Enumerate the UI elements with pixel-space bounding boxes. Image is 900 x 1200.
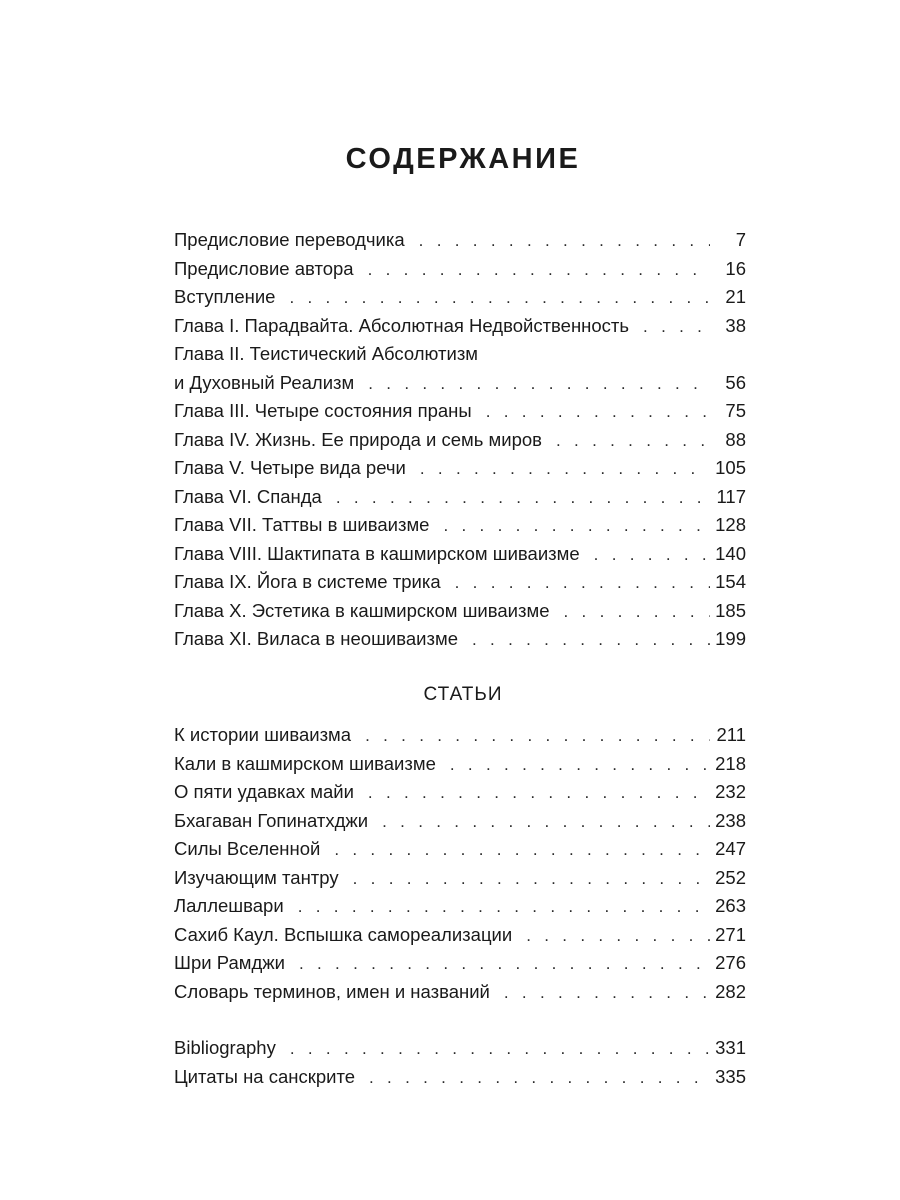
toc-entry-label: Словарь терминов, имен и названий	[174, 980, 490, 1002]
toc-entry-page: 282	[715, 980, 746, 1002]
toc-entry-page: 7	[735, 229, 746, 250]
toc-entry-label: Глава VI. Спанда	[174, 485, 322, 507]
toc-entry[interactable]	[174, 283, 746, 312]
toc-entry-label: Глава VII. Таттвы в шиваизме	[174, 514, 430, 535]
toc-entry-label: Глава III. Четыре состояния праны	[174, 400, 472, 421]
toc-entry-page: 185	[715, 599, 746, 621]
dot-leader	[298, 893, 710, 922]
toc-entry-page: 252	[715, 866, 746, 888]
toc-entry[interactable]	[174, 226, 746, 255]
toc-entry-label: Кали в кашмирском шиваизме	[174, 752, 436, 774]
dot-leader	[556, 427, 710, 456]
toc-entry[interactable]	[174, 312, 746, 341]
dot-leader	[455, 569, 710, 598]
toc-entry[interactable]	[174, 778, 746, 807]
toc-entry-label: Предисловие автора	[174, 257, 354, 279]
toc-entry-page: 140	[715, 542, 746, 564]
dot-leader	[564, 598, 710, 627]
dot-leader	[290, 1035, 710, 1064]
toc-entry[interactable]	[174, 807, 746, 836]
toc-entry[interactable]	[174, 426, 746, 455]
toc-entry[interactable]	[174, 255, 746, 284]
toc-entry[interactable]	[174, 511, 746, 540]
toc-entry-label: Глава X. Эстетика в кашмирском шиваизме	[174, 599, 550, 621]
articles-section-title: СТАТЬИ	[423, 684, 503, 705]
toc-entry-page: 21	[725, 286, 746, 307]
toc-entry[interactable]	[174, 721, 746, 750]
toc-entry-label: Глава VIII. Шактипата в кашмирском шиваизме	[174, 542, 580, 564]
toc-entry-label: Сахиб Каул. Вспышка самореализации	[174, 923, 513, 945]
toc-entry-page: 271	[715, 923, 746, 945]
toc-entry[interactable]	[174, 750, 746, 779]
dot-leader	[643, 313, 710, 342]
dot-leader	[299, 950, 710, 979]
dot-leader	[353, 865, 710, 894]
toc-entry-page: 56	[725, 371, 746, 393]
toc-entry[interactable]	[174, 597, 746, 626]
toc-entry[interactable]	[174, 864, 746, 893]
dot-leader	[289, 284, 710, 313]
toc-entry-page: 75	[725, 400, 746, 421]
toc-entry[interactable]	[174, 568, 746, 597]
toc-entry-label: Бхагаван Гопинатхджи	[174, 809, 369, 831]
dot-leader	[420, 455, 710, 484]
toc-entry-label: Глава I. Парадвайта. Абсолютная Недвойственность	[174, 314, 630, 336]
toc-entry-page: 128	[715, 514, 746, 535]
toc-entry-page: 199	[715, 628, 746, 649]
dot-leader	[336, 484, 710, 513]
toc-entry-page: 16	[725, 257, 746, 279]
dot-leader	[368, 256, 710, 285]
toc-entry[interactable]	[174, 1063, 746, 1092]
toc-entry-label: Шри Рамджи	[174, 952, 285, 973]
toc-entry-label: О пяти удавках майи	[174, 781, 354, 802]
toc-entry[interactable]	[174, 625, 746, 654]
toc-entry[interactable]	[174, 369, 746, 398]
toc-entry-label: Глава IX. Йога в системе трика	[174, 571, 441, 592]
toc-entry[interactable]	[174, 483, 746, 512]
toc-entry-label: Цитаты на санскрите	[174, 1065, 355, 1087]
dot-leader	[334, 836, 710, 865]
dot-leader	[504, 979, 710, 1008]
dot-leader	[450, 751, 710, 780]
toc-main-list	[174, 226, 746, 654]
toc-extra-list	[174, 1034, 746, 1091]
toc-articles-list	[174, 721, 746, 1006]
toc-entry[interactable]	[174, 540, 746, 569]
toc-entry[interactable]	[174, 978, 746, 1007]
toc-entry-page: 154	[715, 571, 746, 592]
toc-entry-page: 276	[715, 952, 746, 973]
toc-entry[interactable]	[174, 892, 746, 921]
toc-entry-page: 88	[725, 428, 746, 450]
toc-entry[interactable]	[174, 454, 746, 483]
toc-entry-label: Лаллешвари	[174, 895, 284, 916]
dot-leader	[443, 512, 710, 541]
dot-leader	[368, 779, 710, 808]
toc-entry[interactable]	[174, 397, 746, 426]
toc-entry-label: К истории шиваизма	[174, 724, 352, 745]
toc-entry-label: Глава IV. Жизнь. Ее природа и семь миров	[174, 428, 542, 450]
toc-entry-page: 247	[715, 838, 746, 859]
dot-leader	[365, 722, 710, 751]
toc-entry-label: Предисловие переводчика	[174, 229, 405, 250]
toc-entry-page: 263	[715, 895, 746, 916]
toc-entry-page: 211	[716, 724, 746, 745]
toc-entry-label: Глава V. Четыре вида речи	[174, 457, 406, 478]
toc-entry-page: 38	[725, 314, 746, 336]
toc-entry-page: 331	[715, 1037, 746, 1058]
dot-leader	[368, 370, 710, 399]
toc-entry-label: Силы Вселенной	[174, 838, 321, 859]
toc-entry[interactable]	[174, 835, 746, 864]
toc-entry-page: 238	[715, 809, 746, 831]
dot-leader	[526, 922, 710, 951]
toc-entry-label: Bibliography	[174, 1037, 276, 1058]
toc-entry[interactable]	[174, 949, 746, 978]
toc-entry-page: 218	[715, 752, 746, 774]
dot-leader	[486, 398, 710, 427]
toc-entry-label: Вступление	[174, 286, 276, 307]
dot-leader	[382, 808, 710, 837]
dot-leader	[369, 1064, 710, 1093]
toc-entry[interactable]	[174, 1034, 746, 1063]
toc-entry[interactable]	[174, 921, 746, 950]
dot-leader	[594, 541, 710, 570]
toc-entry-page: 117	[716, 485, 746, 507]
dot-leader	[472, 626, 710, 655]
toc-entry-page: 335	[715, 1065, 746, 1087]
toc-entry-page: 232	[715, 781, 746, 802]
toc-entry-page: 105	[715, 457, 746, 478]
toc-entry-label: и Духовный Реализм	[174, 371, 355, 393]
dot-leader	[419, 227, 710, 256]
page-title: СОДЕРЖАНИЕ	[345, 143, 581, 175]
toc-entry-label: Изучающим тантру	[174, 866, 339, 888]
toc-entry-label: Глава XI. Виласа в неошиваизме	[174, 628, 458, 649]
toc-entry-first-line[interactable]: Глава II. Теистический Абсолютизм	[174, 343, 479, 364]
